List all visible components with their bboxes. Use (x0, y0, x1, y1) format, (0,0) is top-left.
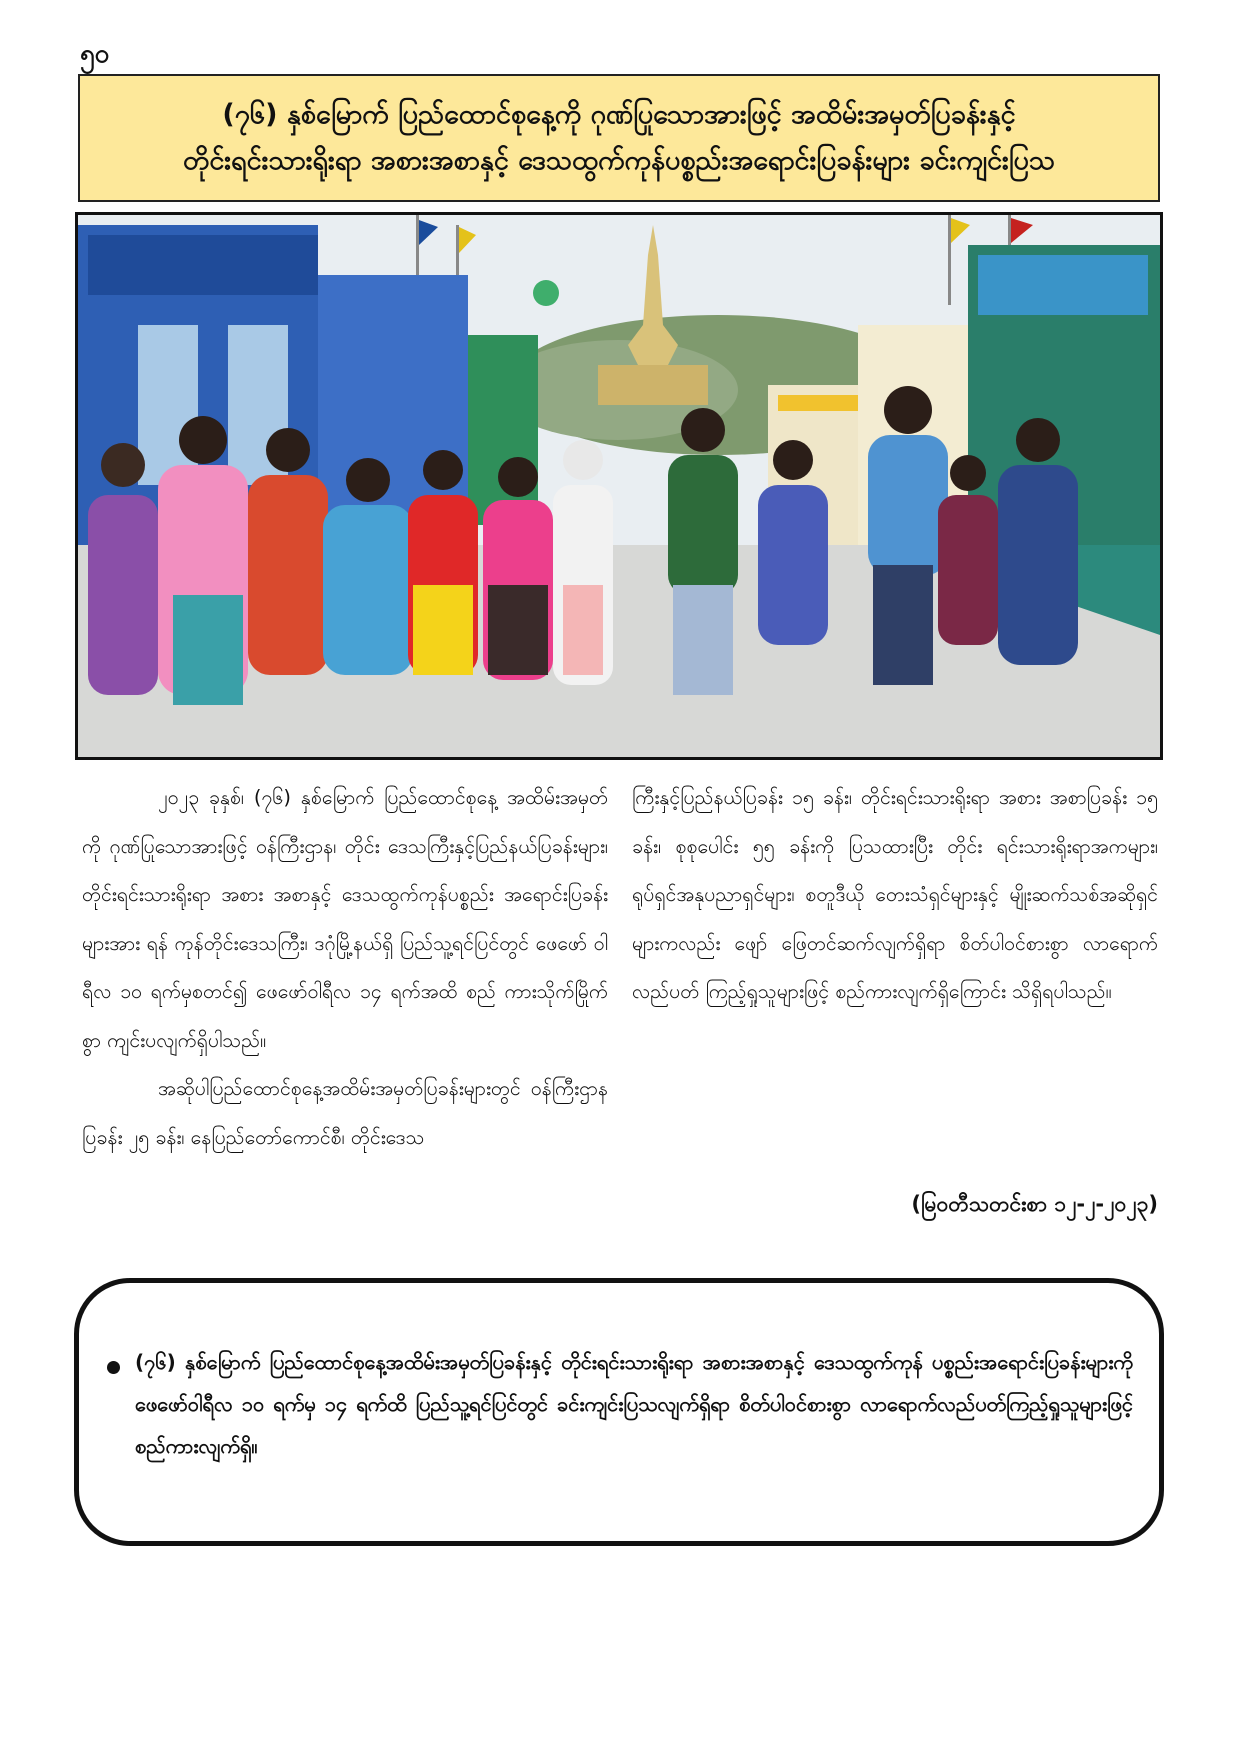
title-line-2: တိုင်းရင်းသားရိုးရာ အစားအစာနှင့် ဒေသထွက်ကုန်ပစ္စည်းအရောင်းပြခန်းများ ခင်းကျင်းပြသ (183, 145, 1055, 176)
article-source: (မြဝတီသတင်းစာ ၁၂-၂-၂၀၂၃) (911, 1192, 1158, 1216)
page-number: ၅၀ (80, 39, 110, 69)
article-paragraph: ၂၀၂၃ ခုနှစ်၊ (၇၆) နှစ်မြောက် ပြည်ထောင်စုနေ့ အထိမ်းအမှတ်ကို ဂုဏ်ပြုသောအားဖြင့် ဝန်ကြီးဌာန၊ တိုင်း ဒေသကြီးနှင့်ပြည်နယ်ပြခန်းများ၊ တိုင်းရင်းသားရိုးရာ အစား အစာနှင့် ဒေသထွက်ကုန်ပစ္စည်း အရောင်းပြခန်းများအား ရန် ကုန်တိုင်းဒေသကြီး၊ ဒဂုံမြို့နယ်ရှိ ပြည်သူ့ရင်ပြင်တွင် ဖေဖော် ဝါရီလ ၁၀ ရက်မှစတင်၍ ဖေဖော်ဝါရီလ ၁၄ ရက်အထိ စည် ကားသိုက်မြိုက်စွာ ကျင်းပလျက်ရှိပါသည်။ (82, 786, 608, 1052)
title-box (78, 74, 1160, 202)
article-right-column (632, 774, 1158, 1017)
title-line-1: (၇၆) နှစ်မြောက် ပြည်ထောင်စုနေ့ကို ဂုဏ်ပြုသောအားဖြင့် အထိမ်းအမှတ်ပြခန်းနှင့် (222, 99, 1016, 130)
article-left-column (82, 774, 608, 1162)
exhibition-photo (75, 212, 1163, 760)
summary-box (74, 1278, 1164, 1546)
article-paragraph: ကြီးနှင့်ပြည်နယ်ပြခန်း ၁၅ ခန်း၊ တိုင်းရင်းသားရိုးရာ အစား အစာပြခန်း ၁၅ ခန်း၊ စုစုပေါင်း ၅၅ ခန်းကို ပြသထားပြီး တိုင်း ရင်းသားရိုးရာအကများ၊ ရုပ်ရှင်အနုပညာရှင်များ၊ စတူဒီယို တေးသံရှင်များနှင့် မျိုးဆက်သစ်အဆိုရှင်များကလည်း ဖျော် ဖြေတင်ဆက်လျက်ရှိရာ စိတ်ပါဝင်စားစွာ လာရောက်လည်ပတ် ကြည့်ရှုသူများဖြင့် စည်ကားလျက်ရှိကြောင်း သိရှိရပါသည်။ (632, 786, 1158, 1003)
bullet-icon (107, 1361, 120, 1374)
summary-text: (၇၆) နှစ်မြောက် ပြည်ထောင်စုနေ့အထိမ်းအမှတ်ပြခန်းနှင့် တိုင်းရင်းသားရိုးရာ အစားအစာနှင့် ဒေသထွက်ကုန် ပစ္စည်းအရောင်းပြခန်းများကို ဖေဖော်ဝါရီလ ၁၀ ရက်မှ ၁၄ ရက်ထိ ပြည်သူ့ရင်ပြင်တွင် ခင်းကျင်းပြသလျက်ရှိရာ စိတ်ပါဝင်စားစွာ လာရောက်လည်ပတ်ကြည့်ရှုသူများဖြင့် စည်ကားလျက်ရှိ။ (135, 1350, 1133, 1458)
article-paragraph: အဆိုပါပြည်ထောင်စုနေ့အထိမ်းအမှတ်ပြခန်းများတွင် ဝန်ကြီးဌာနပြခန်း ၂၅ ခန်း၊ နေပြည်တော်ကောင်စီ၊ တိုင်းဒေသ (82, 1077, 608, 1149)
